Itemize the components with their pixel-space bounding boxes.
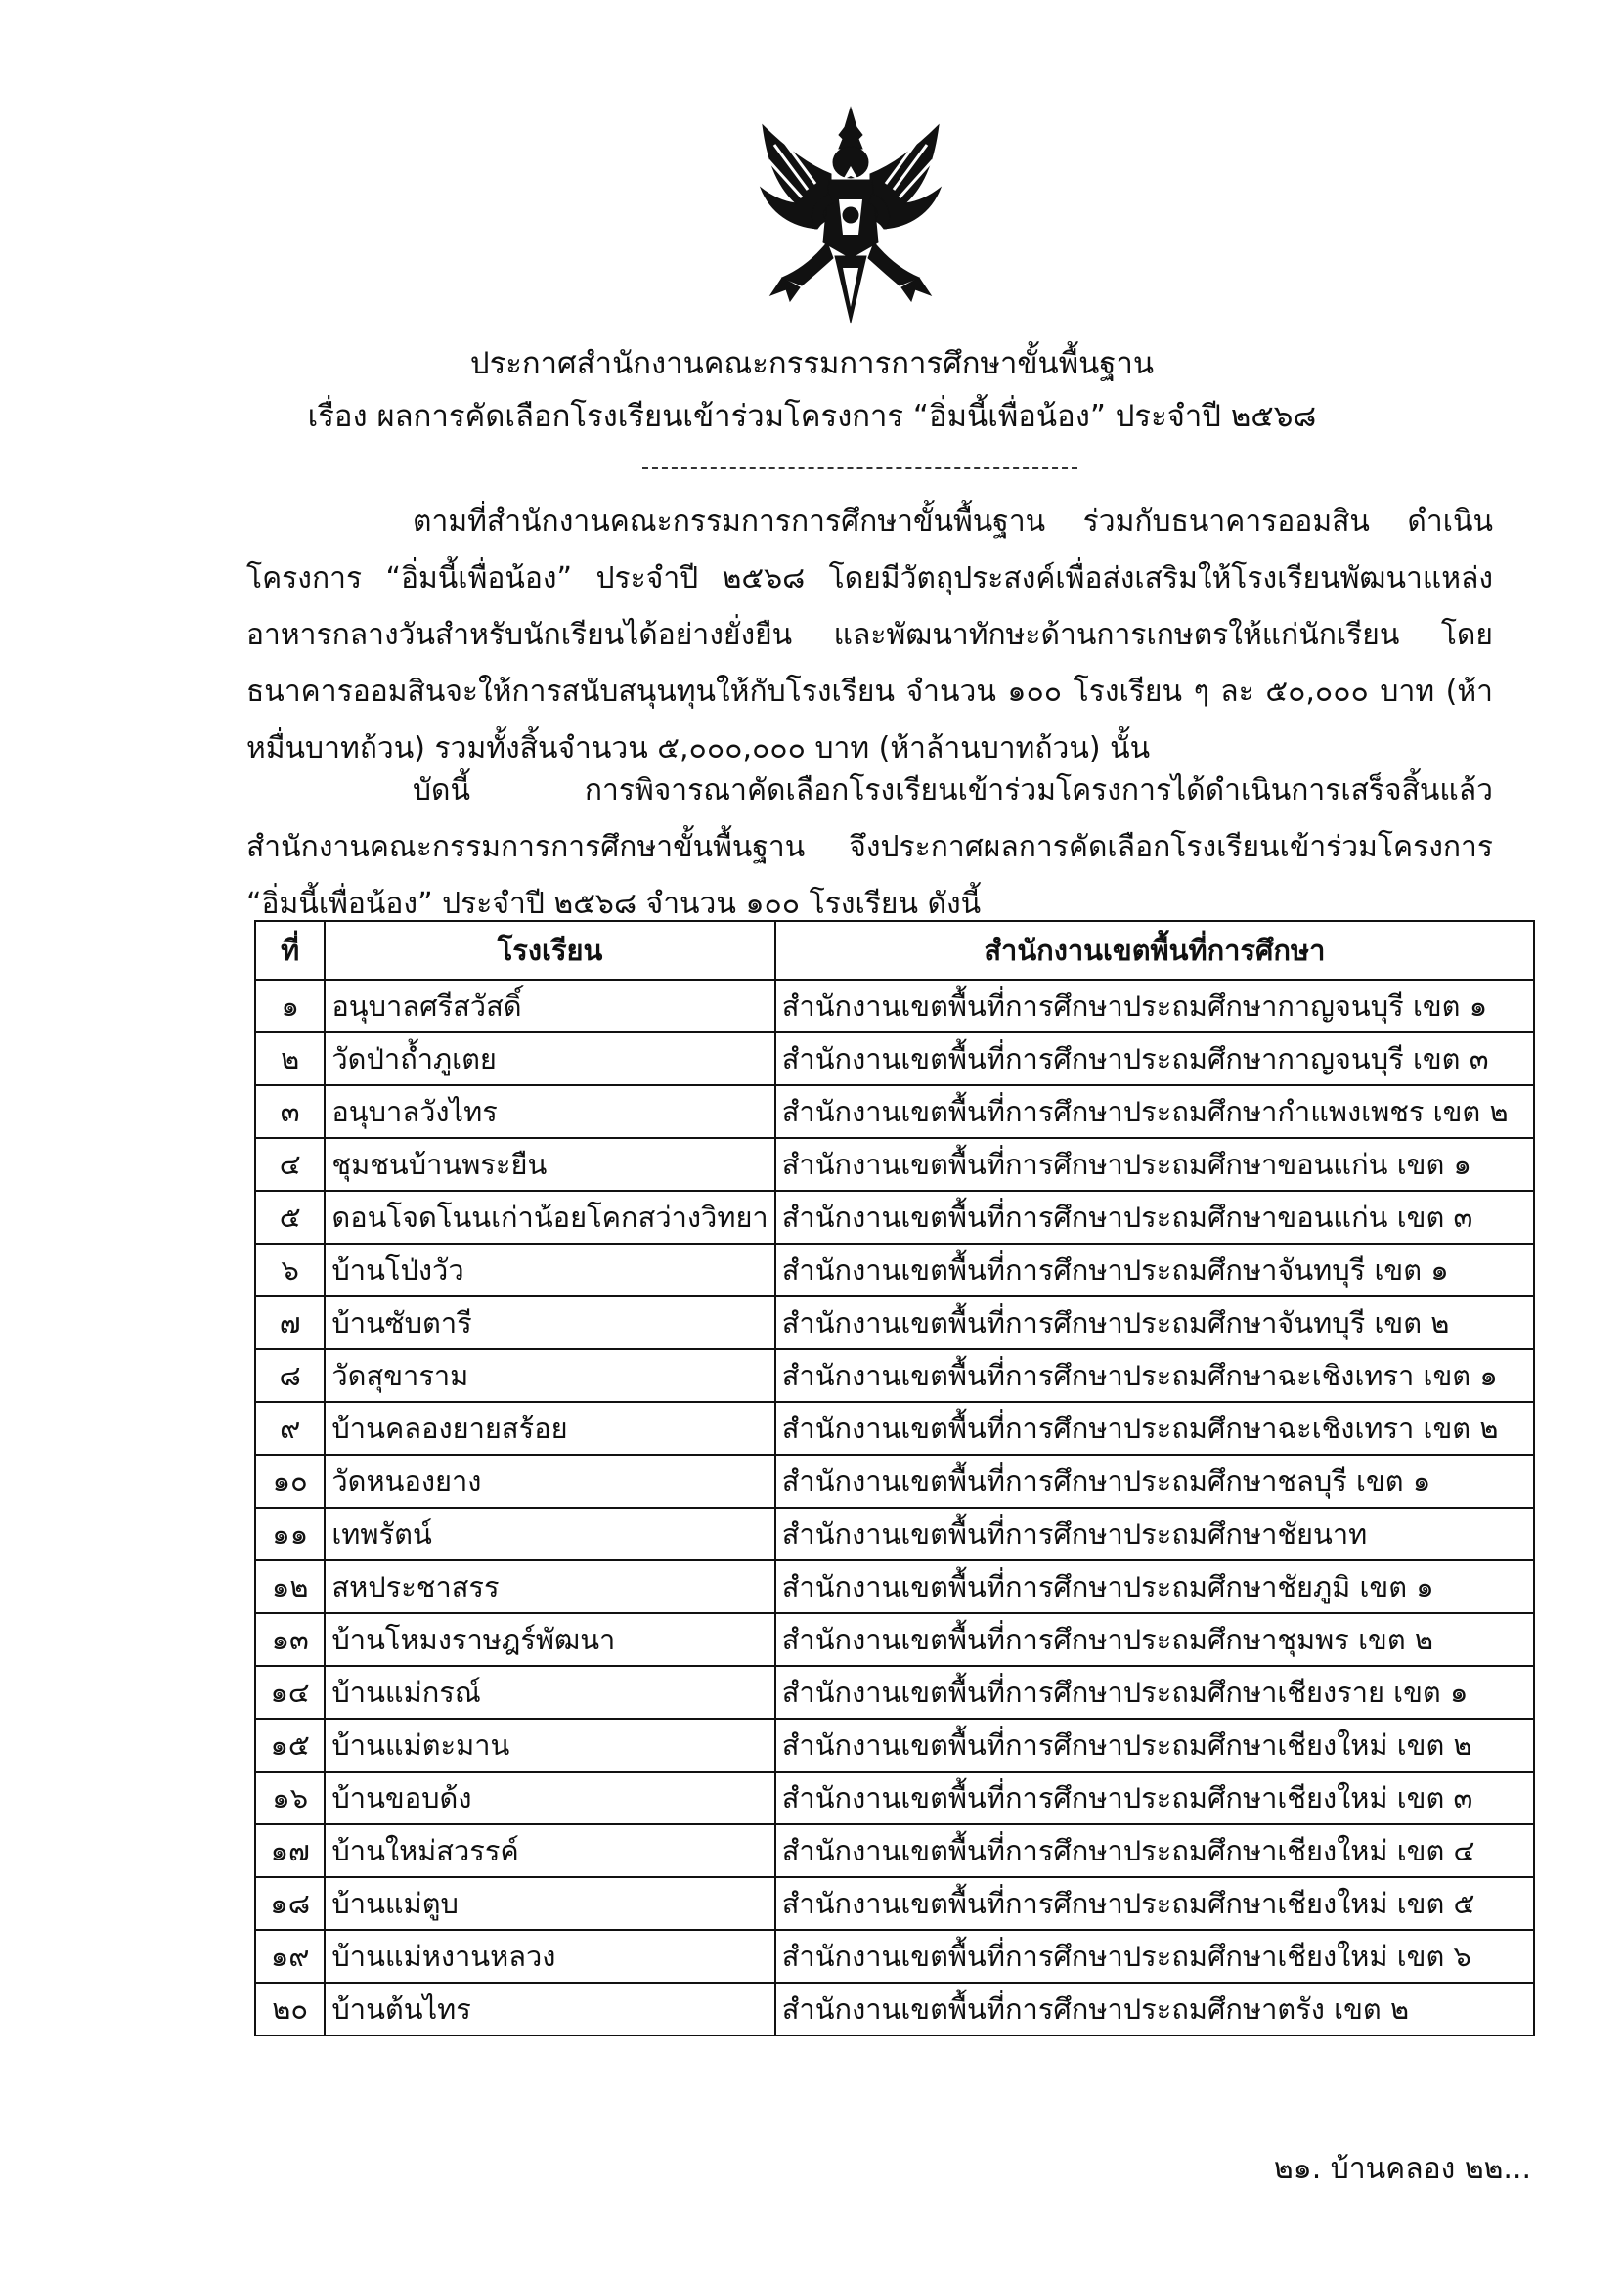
cell-school: บ้านแม่ตะมาน (325, 1719, 774, 1772)
cell-no: ๑๐ (255, 1455, 325, 1508)
cell-no: ๖ (255, 1244, 325, 1296)
cell-school: บ้านโป่งวัว (325, 1244, 774, 1296)
cell-school: อนุบาลวังไทร (325, 1085, 774, 1138)
table-row (255, 1824, 1534, 1877)
table-row (255, 1666, 1534, 1719)
cell-school: อนุบาลศรีสวัสดิ์ (325, 980, 774, 1032)
cell-school: บ้านแม่ตูบ (325, 1877, 774, 1930)
cell-no: ๑๗ (255, 1824, 325, 1877)
cell-no: ๙ (255, 1402, 325, 1455)
cell-office: สำนักงานเขตพื้นที่การศึกษาประถมศึกษาจันทบุรี เขต ๒ (775, 1296, 1534, 1349)
cell-no: ๑๙ (255, 1930, 325, 1983)
cell-office: สำนักงานเขตพื้นที่การศึกษาประถมศึกษาจันทบุรี เขต ๑ (775, 1244, 1534, 1296)
table-row (255, 1402, 1534, 1455)
table-row (255, 1349, 1534, 1402)
announcement-subject: เรื่อง ผลการคัดเลือกโรงเรียนเข้าร่วมโครงการ “อิ่มนี้เพื่อน้อง” ประจำปี ๒๕๖๘ (307, 399, 1317, 434)
table-row (255, 1296, 1534, 1349)
table-row (255, 1244, 1534, 1296)
cell-school: วัดป่าถ้ำภูเตย (325, 1032, 774, 1085)
cell-no: ๗ (255, 1296, 325, 1349)
cell-no: ๑๓ (255, 1613, 325, 1666)
table-row (255, 1877, 1534, 1930)
cell-office: สำนักงานเขตพื้นที่การศึกษาประถมศึกษาตรัง เขต ๒ (775, 1983, 1534, 2035)
cell-no: ๕ (255, 1191, 325, 1244)
continuation-note: ๒๑. บ้านคลอง ๒๒... (1273, 2152, 1531, 2186)
cell-no: ๓ (255, 1085, 325, 1138)
garuda-emblem-icon (753, 106, 948, 326)
table-row (255, 1983, 1534, 2035)
cell-office: สำนักงานเขตพื้นที่การศึกษาประถมศึกษาเชียงราย เขต ๑ (775, 1666, 1534, 1719)
cell-no: ๑๕ (255, 1719, 325, 1772)
cell-office: สำนักงานเขตพื้นที่การศึกษาประถมศึกษากำแพงเพชร เขต ๒ (775, 1085, 1534, 1138)
cell-office: สำนักงานเขตพื้นที่การศึกษาประถมศึกษากาญจนบุรี เขต ๑ (775, 980, 1534, 1032)
table-row (255, 1613, 1534, 1666)
table-body (255, 980, 1534, 2035)
cell-office: สำนักงานเขตพื้นที่การศึกษาประถมศึกษาฉะเชิงเทรา เขต ๒ (775, 1402, 1534, 1455)
cell-no: ๘ (255, 1349, 325, 1402)
table-row (255, 1191, 1534, 1244)
cell-no: ๑๔ (255, 1666, 325, 1719)
cell-school: บ้านแม่กรณ์ (325, 1666, 774, 1719)
table-row (255, 1032, 1534, 1085)
cell-office: สำนักงานเขตพื้นที่การศึกษาประถมศึกษาเชียงใหม่ เขต ๓ (775, 1772, 1534, 1824)
cell-office: สำนักงานเขตพื้นที่การศึกษาประถมศึกษาเชียงใหม่ เขต ๕ (775, 1877, 1534, 1930)
cell-school: วัดหนองยาง (325, 1455, 774, 1508)
cell-office: สำนักงานเขตพื้นที่การศึกษาประถมศึกษาขอนแก่น เขต ๓ (775, 1191, 1534, 1244)
cell-no: ๑๘ (255, 1877, 325, 1930)
cell-office: สำนักงานเขตพื้นที่การศึกษาประถมศึกษาเชียงใหม่ เขต ๒ (775, 1719, 1534, 1772)
cell-school: บ้านคลองยายสร้อย (325, 1402, 774, 1455)
cell-no: ๑ (255, 980, 325, 1032)
cell-school: บ้านแม่หงานหลวง (325, 1930, 774, 1983)
dashed-divider (642, 467, 1077, 469)
cell-office: สำนักงานเขตพื้นที่การศึกษาประถมศึกษาเชียงใหม่ เขต ๖ (775, 1930, 1534, 1983)
announcement-paragraph (246, 763, 1493, 933)
cell-no: ๒๐ (255, 1983, 325, 2035)
cell-office: สำนักงานเขตพื้นที่การศึกษาประถมศึกษาชลบุรี เขต ๑ (775, 1455, 1534, 1508)
cell-school: ชุมชนบ้านพระยืน (325, 1138, 774, 1191)
cell-office: สำนักงานเขตพื้นที่การศึกษาประถมศึกษาเชียงใหม่ เขต ๔ (775, 1824, 1534, 1877)
cell-office: สำนักงานเขตพื้นที่การศึกษาประถมศึกษาขอนแก่น เขต ๑ (775, 1138, 1534, 1191)
header-school: โรงเรียน (325, 921, 774, 980)
cell-office: สำนักงานเขตพื้นที่การศึกษาประถมศึกษากาญจนบุรี เขต ๓ (775, 1032, 1534, 1085)
cell-office: สำนักงานเขตพื้นที่การศึกษาประถมศึกษาชุมพร เขต ๒ (775, 1613, 1534, 1666)
cell-school: เทพรัตน์ (325, 1508, 774, 1560)
cell-school: บ้านใหม่สวรรค์ (325, 1824, 774, 1877)
cell-school: สหประชาสรร (325, 1560, 774, 1613)
announcement-paragraph-text: บัดนี้ การพิจารณาคัดเลือกโรงเรียนเข้าร่วมโครงการได้ดำเนินการเสร็จสิ้นแล้ว สำนักงานคณะกรรมการการศึกษาขั้นพื้นฐาน จึงประกาศผลการคัดเลือกโรงเรียนเข้าร่วมโครงการ “อิ่มนี้เพื่อน้อง” ประจำปี ๒๕๖๘ จำนวน ๑๐๐ โรงเรียน ดังนี้ (246, 773, 1493, 921)
school-list-table (254, 920, 1535, 2036)
table-row (255, 1138, 1534, 1191)
cell-office: สำนักงานเขตพื้นที่การศึกษาประถมศึกษาชัยนาท (775, 1508, 1534, 1560)
cell-school: บ้านต้นไทร (325, 1983, 774, 2035)
table-row (255, 1560, 1534, 1613)
cell-no: ๑๖ (255, 1772, 325, 1824)
table-row (255, 1930, 1534, 1983)
table-row (255, 1455, 1534, 1508)
cell-no: ๔ (255, 1138, 325, 1191)
cell-no: ๒ (255, 1032, 325, 1085)
table-row (255, 980, 1534, 1032)
cell-school: บ้านขอบด้ง (325, 1772, 774, 1824)
table-row (255, 1508, 1534, 1560)
header-no: ที่ (255, 921, 325, 980)
table-row (255, 1772, 1534, 1824)
cell-office: สำนักงานเขตพื้นที่การศึกษาประถมศึกษาฉะเชิงเทรา เขต ๑ (775, 1349, 1534, 1402)
intro-paragraph-text: ตามที่สำนักงานคณะกรรมการการศึกษาขั้นพื้นฐาน ร่วมกับธนาคารออมสิน ดำเนินโครงการ “อิ่มนี้เพื่อน้อง” ประจำปี ๒๕๖๘ โดยมีวัตถุประสงค์เพื่อส่งเสริมให้โรงเรียนพัฒนาแหล่งอาหารกลางวันสำหรับนักเรียนได้อย่างยั่งยืน และพัฒนาทักษะด้านการเกษตรให้แก่นักเรียน โดยธนาคารออมสินจะให้การสนับสนุนทุนให้กับโรงเรียน จำนวน ๑๐๐ โรงเรียน ๆ ละ ๕๐,๐๐๐ บาท (ห้าหมื่นบาทถ้วน) รวมทั้งสิ้นจำนวน ๕,๐๐๐,๐๐๐ บาท (ห้าล้านบาทถ้วน) นั้น (246, 504, 1493, 766)
cell-office: สำนักงานเขตพื้นที่การศึกษาประถมศึกษาชัยภูมิ เขต ๑ (775, 1560, 1534, 1613)
announcement-title: ประกาศสำนักงานคณะกรรมการการศึกษาขั้นพื้นฐาน (469, 346, 1155, 381)
cell-school: บ้านซับตารี (325, 1296, 774, 1349)
cell-school: วัดสุขาราม (325, 1349, 774, 1402)
cell-school: ดอนโจดโนนเก่าน้อยโคกสว่างวิทยา (325, 1191, 774, 1244)
table-header-row (255, 921, 1534, 980)
intro-paragraph (246, 494, 1493, 777)
cell-no: ๑๒ (255, 1560, 325, 1613)
table-row (255, 1085, 1534, 1138)
header-office: สำนักงานเขตพื้นที่การศึกษา (775, 921, 1534, 980)
table-row (255, 1719, 1534, 1772)
cell-no: ๑๑ (255, 1508, 325, 1560)
cell-school: บ้านโหมงราษฎร์พัฒนา (325, 1613, 774, 1666)
